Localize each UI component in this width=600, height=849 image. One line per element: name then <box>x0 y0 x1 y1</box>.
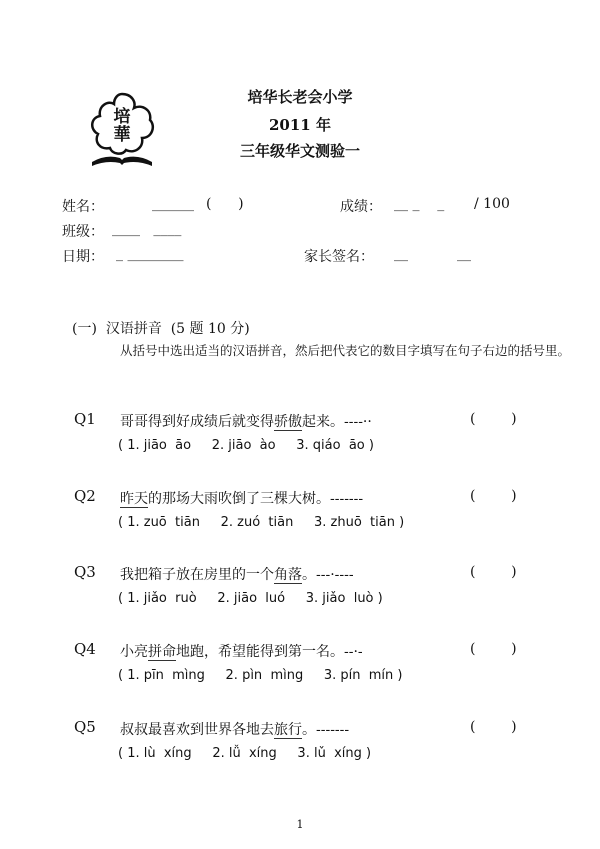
question-number: Q2 <box>74 487 96 505</box>
underlined-word: 骄傲 <box>274 414 302 430</box>
pinyin-options: ( 1. pīn mìng 2. pìn mìng 3. pín mín ) <box>118 668 403 683</box>
question-text-pre: 我把箱子放在房里的一个 <box>120 567 274 583</box>
page-number: 1 <box>296 818 304 831</box>
underlined-word: 昨天 <box>120 491 148 507</box>
question-number: Q5 <box>74 718 96 736</box>
svg-text:華: 華 <box>113 125 131 145</box>
name-bracket: ( ) <box>206 196 244 212</box>
question-text-pre: 小亮 <box>120 644 148 660</box>
name-label: 姓名： <box>62 199 104 215</box>
date-blank[interactable]: _ ________ <box>116 246 184 262</box>
answer-bracket[interactable]: ( ) <box>470 488 517 504</box>
score-label: 成绩： <box>340 199 382 215</box>
score-blank[interactable]: __ _ _ <box>394 196 445 212</box>
leader-dashes: ------- <box>316 722 350 738</box>
parent-sign-blank[interactable]: __ __ <box>394 246 471 262</box>
question-number: Q1 <box>74 410 96 428</box>
leader-dashes: --·- <box>344 644 363 660</box>
underlined-word: 角落 <box>274 567 302 583</box>
parent-sign-label: 家长签名： <box>304 249 374 265</box>
question-text-post: 。 <box>302 722 316 738</box>
school-name: 培华长老会小学 <box>247 88 353 106</box>
answer-bracket[interactable]: ( ) <box>470 641 517 657</box>
section-title: (一) 汉语拼音 (5 题 10 分) <box>72 321 250 337</box>
date-label: 日期： <box>62 249 104 265</box>
score-total: / 100 <box>474 196 510 212</box>
pinyin-options: ( 1. jiāo āo 2. jiāo ào 3. qiáo āo ) <box>118 438 374 453</box>
question-text-post: 起来。 <box>302 414 344 430</box>
exam-year: 2011 年 <box>269 116 331 134</box>
exam-title: 三年级华文测验一 <box>239 142 360 160</box>
question-text <box>120 719 349 739</box>
leader-dashes: ------- <box>330 491 364 507</box>
question-number: Q4 <box>74 640 96 658</box>
leader-dashes: ---·---- <box>316 567 354 583</box>
svg-text:培: 培 <box>113 107 131 127</box>
class-label: 班级： <box>62 224 104 240</box>
question-text <box>120 641 363 661</box>
question-text-post: 地跑，希望能得到第一名。 <box>176 644 344 660</box>
answer-bracket[interactable]: ( ) <box>470 719 517 735</box>
pinyin-options: ( 1. lù xíng 2. lǚ xíng 3. lǔ xíng ) <box>118 746 372 761</box>
pinyin-options: ( 1. zuō tiān 2. zuó tiān 3. zhuō tiān ) <box>118 515 405 530</box>
leader-dashes: ----·· <box>344 414 372 430</box>
question-number: Q3 <box>74 563 96 581</box>
question-text <box>120 411 372 431</box>
answer-bracket[interactable]: ( ) <box>470 564 517 580</box>
question-text <box>120 488 363 508</box>
question-text <box>120 564 354 584</box>
question-text-post: 。 <box>302 567 316 583</box>
question-text-pre: 叔叔最喜欢到世界各地去 <box>120 722 274 738</box>
pinyin-options: ( 1. jiǎo ruò 2. jiāo luó 3. jiǎo luò ) <box>118 591 383 606</box>
underlined-word: 拼命 <box>148 644 176 660</box>
underlined-word: 旅行 <box>274 722 302 738</box>
section-instruction: 从括号中选出适当的汉语拼音，然后把代表它的数目字填写在句子右边的括号里。 <box>120 343 571 358</box>
name-blank[interactable]: ______ <box>152 196 194 212</box>
answer-bracket[interactable]: ( ) <box>470 411 517 427</box>
question-text-post: 的那场大雨吹倒了三棵大树。 <box>148 491 330 507</box>
question-text-pre: 哥哥得到好成绩后就变得 <box>120 414 274 430</box>
class-blank[interactable]: ____ ____ <box>112 221 182 237</box>
